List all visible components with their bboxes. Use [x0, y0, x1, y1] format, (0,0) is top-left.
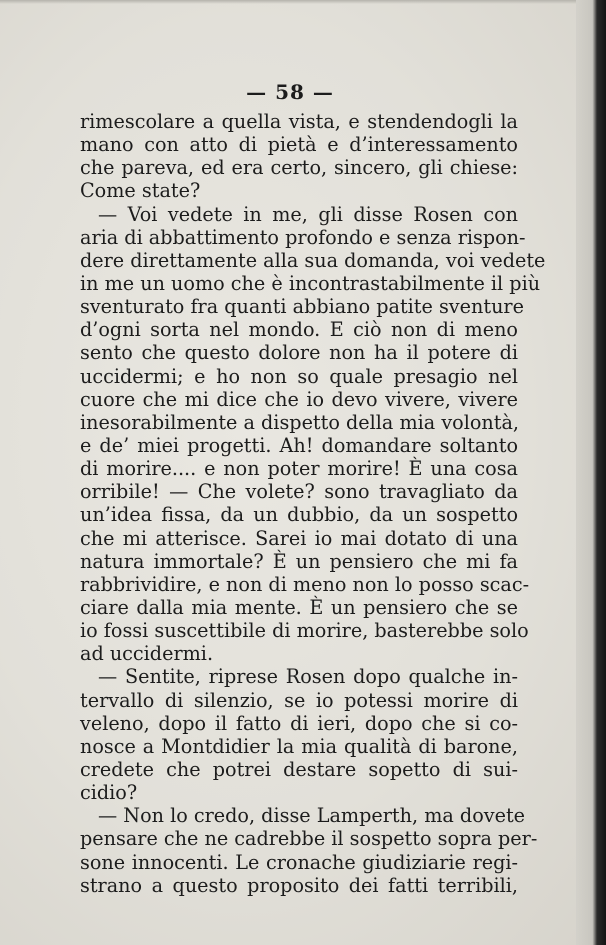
- text-line: aria di abbattimento profondo e senza rispon-: [80, 225, 526, 249]
- text-line: ciare dalla mia mente. È un pensiero che se: [80, 595, 518, 619]
- text-line: che pareva, ed era certo, sincero, gli chiese:: [80, 156, 518, 180]
- text-line: — Voi vedete in me, gli disse Rosen con: [98, 202, 518, 226]
- text-line: Come state?: [80, 179, 201, 203]
- page-binding-edge: [576, 0, 606, 945]
- text-line: pensare che ne cadrebbe il sospetto sopra per-: [80, 827, 538, 851]
- text-line: nosce a Montdidier la mia qualità di barone,: [80, 734, 518, 758]
- text-line: inesorabilmente a dispetto della mia volontà,: [80, 410, 520, 434]
- text-line: sone innocenti. Le cronache giudiziarie regi-: [80, 850, 518, 874]
- text-line: rabbrividire, e non di meno non lo posso scac-: [80, 572, 530, 596]
- text-line: strano a questo proposito dei fatti terribili,: [80, 873, 518, 897]
- text-line: — Sentite, riprese Rosen dopo qualche in-: [98, 665, 518, 689]
- text-line: di morire.... e non poter morire! È una cosa: [80, 457, 518, 481]
- body-text: [80, 110, 546, 897]
- page-top-edge: [0, 0, 606, 4]
- text-line: credete che potrei destare sopetto di sui-: [80, 757, 518, 781]
- text-line: d’ogni sorta nel mondo. E ciò non di meno: [80, 318, 518, 342]
- text-line: sventurato fra quanti abbiano patite sventure: [80, 295, 524, 319]
- text-line: cidio?: [80, 781, 138, 805]
- text-line: veleno, dopo il fatto di ieri, dopo che si co-: [80, 711, 518, 735]
- page-number: — 58 —: [246, 80, 334, 104]
- text-line: uccidermi; e ho non so quale presagio nel: [80, 364, 518, 388]
- text-line: natura immortale? È un pensiero che mi fa: [80, 549, 518, 573]
- text-line: cuore che mi dice che io devo vivere, vivere: [80, 387, 518, 411]
- text-line: tervallo di silenzio, se io potessi morire di: [80, 688, 518, 712]
- text-line: un’idea fissa, da un dubbio, da un sospetto: [80, 503, 518, 527]
- text-line: dere direttamente alla sua domanda, voi vedete: [80, 248, 546, 272]
- text-line: in me un uomo che è incontrastabilmente il più: [80, 271, 541, 295]
- text-line: che mi atterisce. Sarei io mai dotato di una: [80, 526, 518, 550]
- text-line: ad uccidermi.: [80, 642, 214, 666]
- text-line: mano con atto di pietà e d’interessamento: [80, 133, 518, 157]
- text-line: — Non lo credo, disse Lamperth, ma dovete: [98, 804, 526, 828]
- text-line: e de’ miei progetti. Ah! domandare soltanto: [80, 433, 518, 457]
- text-line: sento che questo dolore non ha il potere di: [80, 341, 518, 365]
- text-line: io fossi suscettibile di morire, basterebbe solo: [80, 619, 529, 643]
- text-line: orribile! — Che volete? sono travagliato da: [80, 480, 518, 504]
- text-line: rimescolare a quella vista, e stendendogli la: [80, 110, 518, 133]
